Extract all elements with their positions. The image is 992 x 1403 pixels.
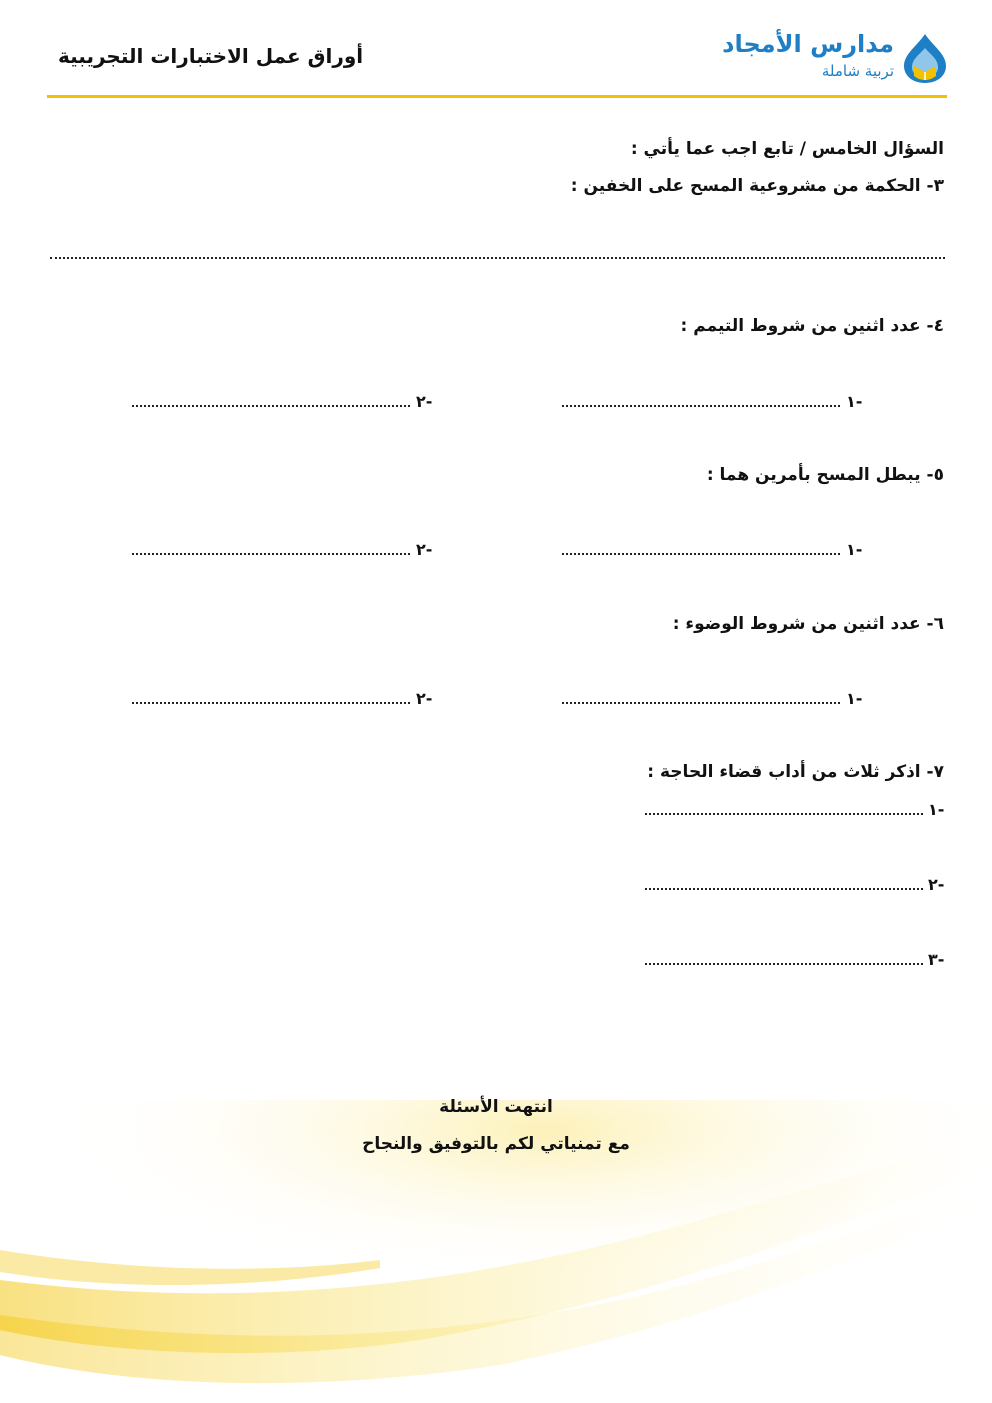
item-7-answer-line-2[interactable] (645, 888, 923, 890)
question-heading: السؤال الخامس / تابع اجب عما يأتي : (630, 139, 944, 159)
item-6-answer-line-2[interactable] (132, 702, 410, 704)
item-4-answer-line-2[interactable] (132, 405, 410, 407)
item-5-answer-line-2[interactable] (132, 553, 410, 555)
item-7-answer-line-3[interactable] (645, 963, 923, 965)
item-6-label-2: ٢- (416, 689, 433, 708)
item-4-answer-line-1[interactable] (562, 405, 840, 407)
item-5-label-1: ١- (846, 540, 863, 559)
item-5-answer-line-1[interactable] (562, 553, 840, 555)
item-3-prompt: ٣- الحكمة من مشروعية المسح على الخفين : (570, 176, 944, 196)
item-3-answer-line[interactable] (50, 257, 945, 259)
logo-name: مدارس الأمجاد (722, 30, 894, 58)
item-5-label-2: ٢- (416, 540, 433, 559)
logo-tagline: تربية شاملة (821, 62, 894, 80)
header-title: أوراق عمل الاختبارات التجريبية (58, 44, 364, 68)
item-7-prompt: ٧- اذكر ثلاث من أداب قضاء الحاجة : (647, 762, 944, 782)
item-7-label-3: ٣- (928, 950, 945, 969)
item-7-label-1: ١- (928, 800, 945, 819)
item-7-answer-line-1[interactable] (645, 813, 923, 815)
item-4-label-1: ١- (846, 392, 863, 411)
item-4-label-2: ٢- (416, 392, 433, 411)
item-6-label-1: ١- (846, 689, 863, 708)
item-7-label-2: ٢- (928, 875, 945, 894)
closing-good-luck: مع تمنياتي لكم بالتوفيق والنجاح (362, 1134, 630, 1154)
closing-end-of-questions: انتهت الأسئلة (439, 1097, 553, 1117)
item-6-prompt: ٦- عدد اثنين من شروط الوضوء : (672, 614, 944, 634)
header-divider (47, 95, 947, 98)
item-6-answer-line-1[interactable] (562, 702, 840, 704)
item-4-prompt: ٤- عدد اثنين من شروط التيمم : (680, 316, 944, 336)
item-5-prompt: ٥- يبطل المسح بأمرين هما : (706, 465, 944, 485)
school-logo-icon (900, 32, 950, 84)
